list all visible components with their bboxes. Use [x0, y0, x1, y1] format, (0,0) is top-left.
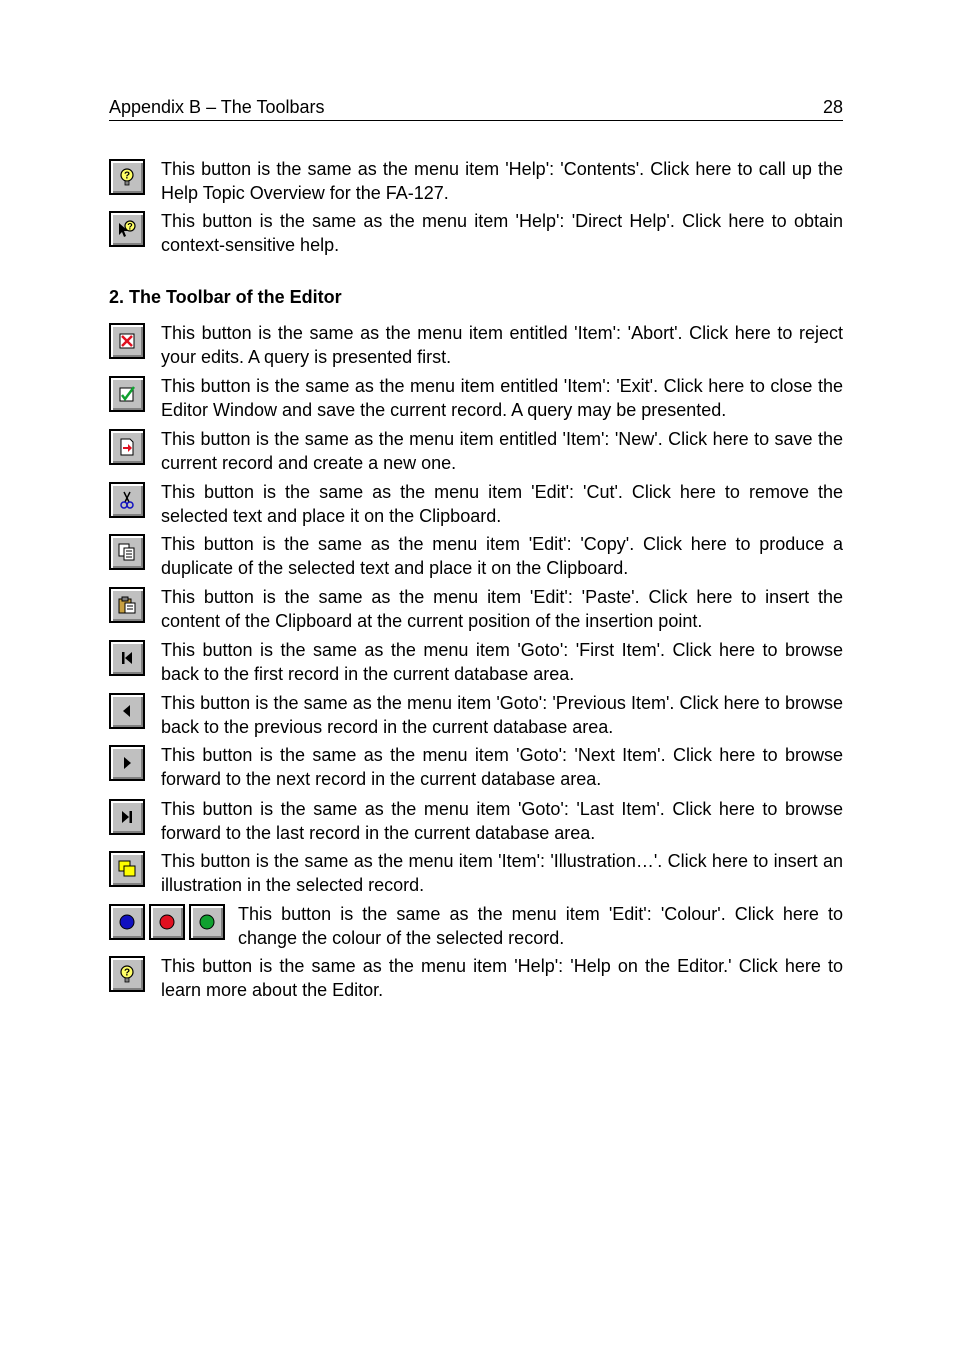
svg-text:?: ?: [123, 967, 131, 979]
illustration-icon: [118, 860, 136, 878]
item-text: This button is the same as the menu item 'Edit': 'Cut'. Click here to remove the selected text and place it on the Clipboard.: [161, 482, 843, 526]
colour-green-button[interactable]: [189, 904, 225, 940]
item-text: This button is the same as the menu item entitled 'Item': 'Exit'. Click here to close the Editor Window and save the current record. A query may be presented.: [161, 376, 843, 420]
first-item-button[interactable]: [109, 640, 145, 676]
help-contents-button[interactable]: [109, 159, 145, 195]
first-item-icon: [118, 649, 136, 667]
abort-icon: [118, 332, 136, 350]
item-text: This button is the same as the menu item 'Goto': 'First Item'. Click here to browse back to the first record in the current database area.: [161, 640, 843, 684]
svg-text:?: ?: [123, 170, 131, 182]
help-editor-icon: [118, 965, 136, 983]
previous-item-icon: [118, 702, 136, 720]
item-text: This button is the same as the menu item 'Help': 'Contents'. Click here to call up the Help Topic Overview for the FA-127.: [161, 159, 843, 203]
colour-red-button[interactable]: [149, 904, 185, 940]
page-number: 28: [822, 97, 843, 117]
last-item-button[interactable]: [109, 799, 145, 835]
page-header: [109, 95, 843, 121]
illustration-button[interactable]: [109, 851, 145, 887]
item-text: This button is the same as the menu item 'Goto': 'Next Item'. Click here to browse forward to the next record in the current database area.: [161, 745, 843, 789]
item-text: This button is the same as the menu item 'Edit': 'Copy'. Click here to produce a duplicate of the selected text and place it on the Clipboard.: [161, 534, 843, 578]
help-editor-button[interactable]: [109, 956, 145, 992]
item-text: This button is the same as the menu item entitled 'Item': 'Abort'. Click here to reject your edits. A query is presented first.: [161, 323, 843, 367]
copy-icon: [118, 543, 136, 561]
item-text: This button is the same as the menu item 'Item': 'Illustration…'. Click here to insert an illustration in the selected record.: [161, 851, 843, 895]
red-circle-icon: [158, 913, 176, 931]
copy-button[interactable]: [109, 534, 145, 570]
exit-save-button[interactable]: [109, 376, 145, 412]
next-item-button[interactable]: [109, 745, 145, 781]
previous-item-button[interactable]: [109, 693, 145, 729]
exit-save-icon: [118, 385, 136, 403]
cut-button[interactable]: [109, 482, 145, 518]
item-text: This button is the same as the menu item 'Edit': 'Colour'. Click here to change the colour of the selected record.: [238, 904, 843, 948]
blue-circle-icon: [118, 913, 136, 931]
paste-button[interactable]: [109, 587, 145, 623]
header-title: Appendix B – The Toolbars: [109, 97, 325, 117]
green-circle-icon: [198, 913, 216, 931]
item-text: This button is the same as the menu item 'Help': 'Help on the Editor.' Click here to learn more about the Editor.: [161, 956, 843, 1000]
item-text: This button is the same as the menu item 'Goto': 'Last Item'. Click here to browse forward to the last record in the current database area.: [161, 799, 843, 843]
direct-help-button[interactable]: [109, 211, 145, 247]
svg-text:?: ?: [127, 221, 133, 232]
item-text: This button is the same as the menu item 'Edit': 'Paste'. Click here to insert the content of the Clipboard at the current position of the insertion point.: [161, 587, 843, 631]
next-item-icon: [118, 754, 136, 772]
item-text: This button is the same as the menu item 'Goto': 'Previous Item'. Click here to browse back to the previous record in the current database area.: [161, 693, 843, 737]
help-contents-icon: [118, 168, 136, 186]
last-item-icon: [118, 808, 136, 826]
item-text: This button is the same as the menu item 'Help': 'Direct Help'. Click here to obtain context-sensitive help.: [161, 211, 843, 255]
colour-blue-button[interactable]: [109, 904, 145, 940]
item-text: This button is the same as the menu item entitled 'Item': 'New'. Click here to save the current record and create a new one.: [161, 429, 843, 473]
direct-help-icon: [118, 220, 136, 238]
new-record-button[interactable]: [109, 429, 145, 465]
new-record-icon: [118, 438, 136, 456]
paste-icon: [118, 596, 136, 614]
section-title: 2. The Toolbar of the Editor: [109, 287, 342, 307]
cut-icon: [118, 491, 136, 509]
abort-button[interactable]: [109, 323, 145, 359]
